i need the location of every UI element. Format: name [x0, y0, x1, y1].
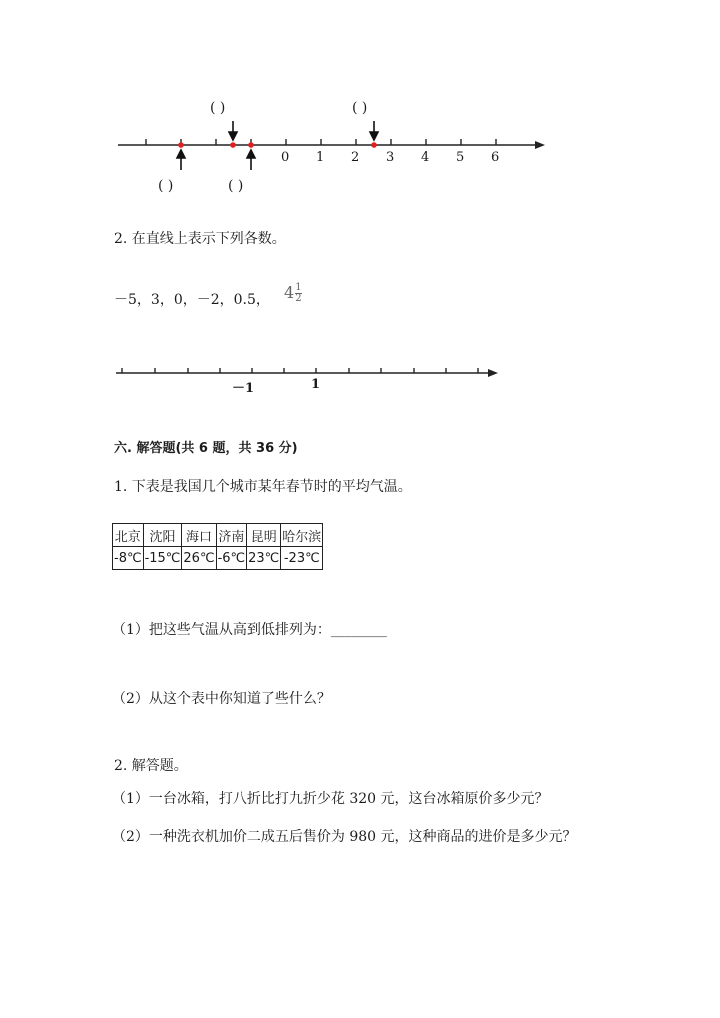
table-cell: -8℃: [113, 547, 144, 570]
nl1-label-5: 5: [456, 150, 465, 165]
p2-prompt: 2. 解答题。: [114, 758, 188, 774]
table-row-temps: [113, 547, 323, 570]
fraction-numerator: 1: [295, 282, 302, 293]
nl2-label-neg1: －1: [232, 381, 255, 396]
nl1-label-6: 6: [491, 150, 500, 165]
blank-bracket-b[interactable]: ( ): [210, 100, 226, 116]
table-cell: 哈尔滨: [281, 524, 323, 547]
q2-numbers: －5，3，0，－2，0.5，: [114, 292, 270, 308]
table-cell: 昆明: [247, 524, 281, 547]
table-cell: 北京: [113, 524, 144, 547]
blank-bracket-a[interactable]: ( ): [158, 178, 174, 194]
table-cell: 济南: [216, 524, 247, 547]
temperature-table: [112, 523, 323, 570]
table-cell: -6℃: [216, 547, 247, 570]
number-line-2: [0, 0, 720, 400]
blank-bracket-c[interactable]: ( ): [228, 178, 244, 194]
table-cell: 沈阳: [143, 524, 182, 547]
table-cell: 23℃: [247, 547, 281, 570]
fraction-denominator: 2: [295, 293, 302, 304]
nl2-label-1: 1: [311, 377, 321, 392]
blank-bracket-d[interactable]: ( ): [352, 100, 368, 116]
p1-prompt: 1. 下表是我国几个城市某年春节时的平均气温。: [114, 479, 412, 495]
number-line-2-arrowhead: [488, 369, 498, 377]
nl1-label-0: 0: [281, 150, 290, 165]
table-cell: -23℃: [281, 547, 323, 570]
table-cell: 海口: [182, 524, 216, 547]
p1-sub1: （1）把这些气温从高到低排列为：________: [112, 622, 387, 638]
section-6-heading: 六. 解答题(共 6 题，共 36 分): [114, 441, 298, 456]
nl1-label-4: 4: [421, 150, 430, 165]
p1-sub2: （2）从这个表中你知道了些什么？: [112, 691, 331, 707]
nl1-label-2: 2: [351, 150, 360, 165]
table-cell: 26℃: [182, 547, 216, 570]
nl1-label-3: 3: [386, 150, 395, 165]
table-cell: -15℃: [143, 547, 182, 570]
p2-sub1: （1）一台冰箱，打八折比打九折少花 320 元，这台冰箱原价多少元？: [112, 791, 549, 807]
p2-sub2: （2）一种洗衣机加价二成五后售价为 980 元，这种商品的进价是多少元？: [112, 829, 577, 845]
table-row-cities: [113, 524, 323, 547]
q2-prompt: 2. 在直线上表示下列各数。: [114, 231, 286, 247]
nl1-label-1: 1: [316, 150, 325, 165]
mixed-whole: 4: [284, 283, 295, 302]
